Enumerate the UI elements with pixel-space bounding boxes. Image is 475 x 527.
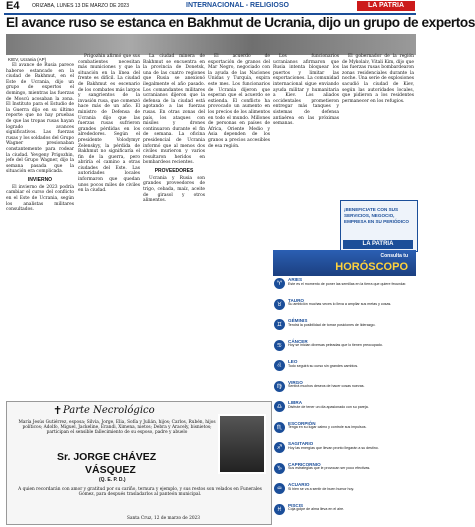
obituary-place-date: Santa Cruz, 12 de marzo de 2023 (127, 516, 201, 521)
ad-text: ¡BENEFICIATE CON SUS SERVICIOS, NEGOCIO, EMPRESA EN SU PERIÓDICO (344, 207, 409, 224)
zodiac-icon: ♈ (274, 278, 285, 289)
deceased-photo (218, 414, 266, 474)
subhead: PROVEEDORES (154, 167, 194, 174)
zodiac-icon: ♐ (274, 442, 285, 453)
obituary-rip: (Q. E. P. D.) (99, 477, 126, 483)
horoscope-sign (273, 277, 416, 290)
section-title: INTERNACIONAL - RELIGIOSO (186, 2, 289, 9)
zodiac-icon: ♋ (274, 340, 285, 351)
page-header (0, 0, 420, 13)
sign-name: ESCORPIÓN (288, 420, 316, 426)
sign-text: Coja golpe de alma lleva en el aire. (288, 507, 345, 512)
sign-name: CAPRICORNIO (288, 461, 321, 467)
article-column-1 (6, 63, 74, 397)
zodiac-icon: ♍ (274, 381, 285, 392)
horoscope-banner (273, 250, 416, 276)
sign-text: Disfrute de tener un día apasionado con su pareja. (288, 404, 369, 409)
article-column-4 (208, 54, 270, 397)
sign-text: Tenga en su lugar calmo y controle sus impulsos. (288, 425, 367, 430)
zodiac-icon: ♒ (274, 483, 285, 494)
horoscope-sign (273, 298, 416, 311)
sign-name: VIRGO (288, 379, 303, 385)
sign-name: LIBRA (288, 400, 303, 405)
sign-text: Sus estrategias que le provocan ser poco efectivas. (288, 466, 371, 471)
sign-name: ACUARIO (288, 482, 310, 487)
sign-name: CÁNCER (288, 338, 308, 344)
horoscope-sign (273, 359, 416, 372)
sign-name: SAGITARIO (288, 441, 314, 446)
article-headline: El avance ruso se estanca en Bakhmut de Ucrania, dijo un grupo de expertos (6, 15, 475, 30)
sign-name: GÉMINIS (288, 318, 308, 323)
obituary-intro: María Jesús Gutiérrez, esposa; Silvia, Jorge, Elia, Sofía y Julián, hijos; Carlos, Rubén, hijos políticos; Adolfo, Miguel, Jackeline, Erandi, Ximena, nietos; Debra y Aracely, bisnietos; participan el sensible fallecimiento de su esposo, padre y abuelo (18, 420, 216, 436)
subhead: INVIERNO (27, 176, 53, 183)
obituary-title: Parte Necrológico (63, 405, 155, 416)
horoscope-sign (273, 482, 416, 495)
article-column-5 (273, 54, 339, 261)
paragraph: Prigozhin afirmó que sus combatientes necesitan más municiones y que la situación en la línea del frente es difícil. La ciudad de Bakhmut es escenario de los combates más largos y sangrientos de la invasión rusa, que comenzó hace más de un año. El ministro de Defensa de Ucrania dijo que las fuerzas rusas sufrieron grandes pérdidas en los alrededores. Según el presidente Volodymyr Zelenskyy, la pérdida de Bakhmut no significaría el fin de la guerra, pero abriría el camino a otras ciudades del Este. Las autoridades locales informaron que quedan unos pocos miles de civiles en la ciudad. (78, 54, 140, 194)
article-column-3 (143, 54, 205, 397)
paragraph: El acuerdo de exportación de granos del Mar Negro, negociado con la ayuda de las Naciones Unidas y Turquía, expira este mes. Los funcionarios de Ucrania dijeron que esperan que el acuerdo se extienda. El conflicto ha provocado un aumento en los precios de los alimentos en todo el mundo. Millones de personas en países de África, Oriente Medio y Asia dependen de los granos a precios accesibles de esa región. (208, 54, 270, 149)
zodiac-icon: ♌ (274, 360, 285, 371)
horoscope-title: HORÓSCOPO (335, 261, 408, 273)
paragraph: El gobernador de la región de Mykolaiv, Vitali Kim, dijo que las fuerzas rusas bombardearon zonas residenciales durante la noche. Una serie de explosiones sacudió la ciudad de Kiev, según las autoridades locales, que pidieron a los residentes permanecer en los refugios. (342, 54, 414, 104)
advertisement (340, 200, 418, 252)
horoscope-sign (273, 339, 416, 352)
zodiac-icon: ♉ (274, 299, 285, 310)
zodiac-icon: ♏ (274, 422, 285, 433)
sign-text: Todo seguirá su curso sin grandes cambios. (288, 363, 359, 368)
ad-brand: LA PATRIA (343, 240, 413, 249)
horoscope-sign (273, 441, 416, 454)
zodiac-icon: ♑ (274, 463, 285, 474)
deceased-name: Sr. JORGE CHÁVEZ (57, 451, 157, 463)
sign-name: ARIES (288, 277, 303, 282)
newspaper-logo: LA PATRIA (357, 1, 415, 11)
horoscope-sign (273, 421, 416, 434)
sign-text: Tendrá la posibilidad de tomar posiciones de liderazgo. (288, 322, 376, 327)
sign-name: PISCIS (288, 502, 304, 508)
deceased-surname: VÁSQUEZ (85, 464, 136, 476)
sign-name: LEO (288, 359, 298, 364)
sign-text: Si bien se va a sentir de buen humor hoy. (288, 486, 355, 491)
paragraph: Ucrania y Rusia son grandes proveedores de trigo, cebada, maíz, aceite de girasol y otros alimentos. (143, 175, 205, 204)
article-photo (6, 34, 416, 55)
zodiac-icon: ♓ (274, 504, 285, 515)
paragraph: Los funcionarios ucranianos afirmaron que Rusia intenta bloquear los puertos y limitar las exportaciones. La comunidad internacional sigue enviando ayuda militar y humanitaria a Kiev. Los aliados occidentales prometieron entregar más tanques y sistemas de defensa antiaérea en las próximas semanas. (273, 54, 339, 127)
zodiac-icon: ♊ (274, 319, 285, 330)
cross-icon: ✝ (53, 404, 63, 417)
horoscope-sign (273, 503, 416, 516)
paragraph: El invierno de 2023 podría cambiar el curso del conflicto en el Este de Ucrania, según los analistas militares consultados. (6, 184, 74, 213)
sign-text: Su ambición muchas veces lo lleva a ampliar sus metas y cosas. (288, 302, 392, 307)
horoscope-sign (273, 400, 416, 413)
paragraph: La ciudad minera de Bakhmut se encuentra en la provincia de Donetsk, una de las cuatro regiones que Rusia se anexionó ilegalmente el año pasado. Los comandantes militares ucranianos dijeron que la defensa de la ciudad está agotando a las fuerzas rusas. En otras zonas del país, los ataques con misiles y drones continuaron durante el fin de semana. La oficina presidencial de Ucrania informó que al menos dos civiles murieron y varios resultaron heridos en bombardeos recientes. (143, 54, 205, 166)
sign-text: Sentirá muchos deseos de hacer cosas nuevas. (288, 384, 365, 389)
paragraph: El avance de Rusia parece haberse estancado en la ciudad de Bakhmut, en el Este de Ucrania, dijo un grupo de expertos el domingo, mientras las fuerzas de Moscú acosaban la zona. El Instituto para el Estudio de la Guerra dijo en su último reporte que no hay pruebas de que las tropas rusas hayan logrado avances significativos. Las fuerzas rusas y los soldados del Grupo Wagner presionaban constantemente para rodear la ciudad. Yevgeny Prigozhin, jefe del Grupo Wagner, dijo la semana pasada que la situación era complicada. (6, 63, 74, 175)
article-column-2 (78, 54, 140, 397)
sign-text: Hoy se inician diversas peleadas que lo tienen preocupado. (288, 343, 383, 348)
horoscope-section (273, 250, 416, 524)
dateline: ORIZABA, LUNES 13 DE MARZO DE 2023 (32, 3, 129, 9)
sign-text: Hoy las energías que llevan pronto llegarán a su destino. (288, 445, 379, 450)
sign-text: Este es el momento de poner las semillas en la tierra que quiere fecundar. (288, 281, 407, 286)
horoscope-kicker: Consulta tu (380, 253, 408, 259)
horoscope-sign (273, 380, 416, 393)
obituary-outro: A quien recordarán con amor y gratitud por su cariño, ternura y ejemplo, y sus restos son velados en Funerales Gómez, para después trasladarlos al panteón municipal. (18, 487, 262, 498)
article-column-6 (342, 54, 414, 217)
zodiac-icon: ♎ (274, 401, 285, 412)
horoscope-sign (273, 318, 416, 331)
photo-credit: KIEV, Ucrania (AP) (8, 57, 47, 62)
obituary (6, 401, 272, 525)
horoscope-sign (273, 462, 416, 475)
page-number: E4 (6, 0, 20, 12)
sign-name: TAURO (288, 297, 304, 303)
